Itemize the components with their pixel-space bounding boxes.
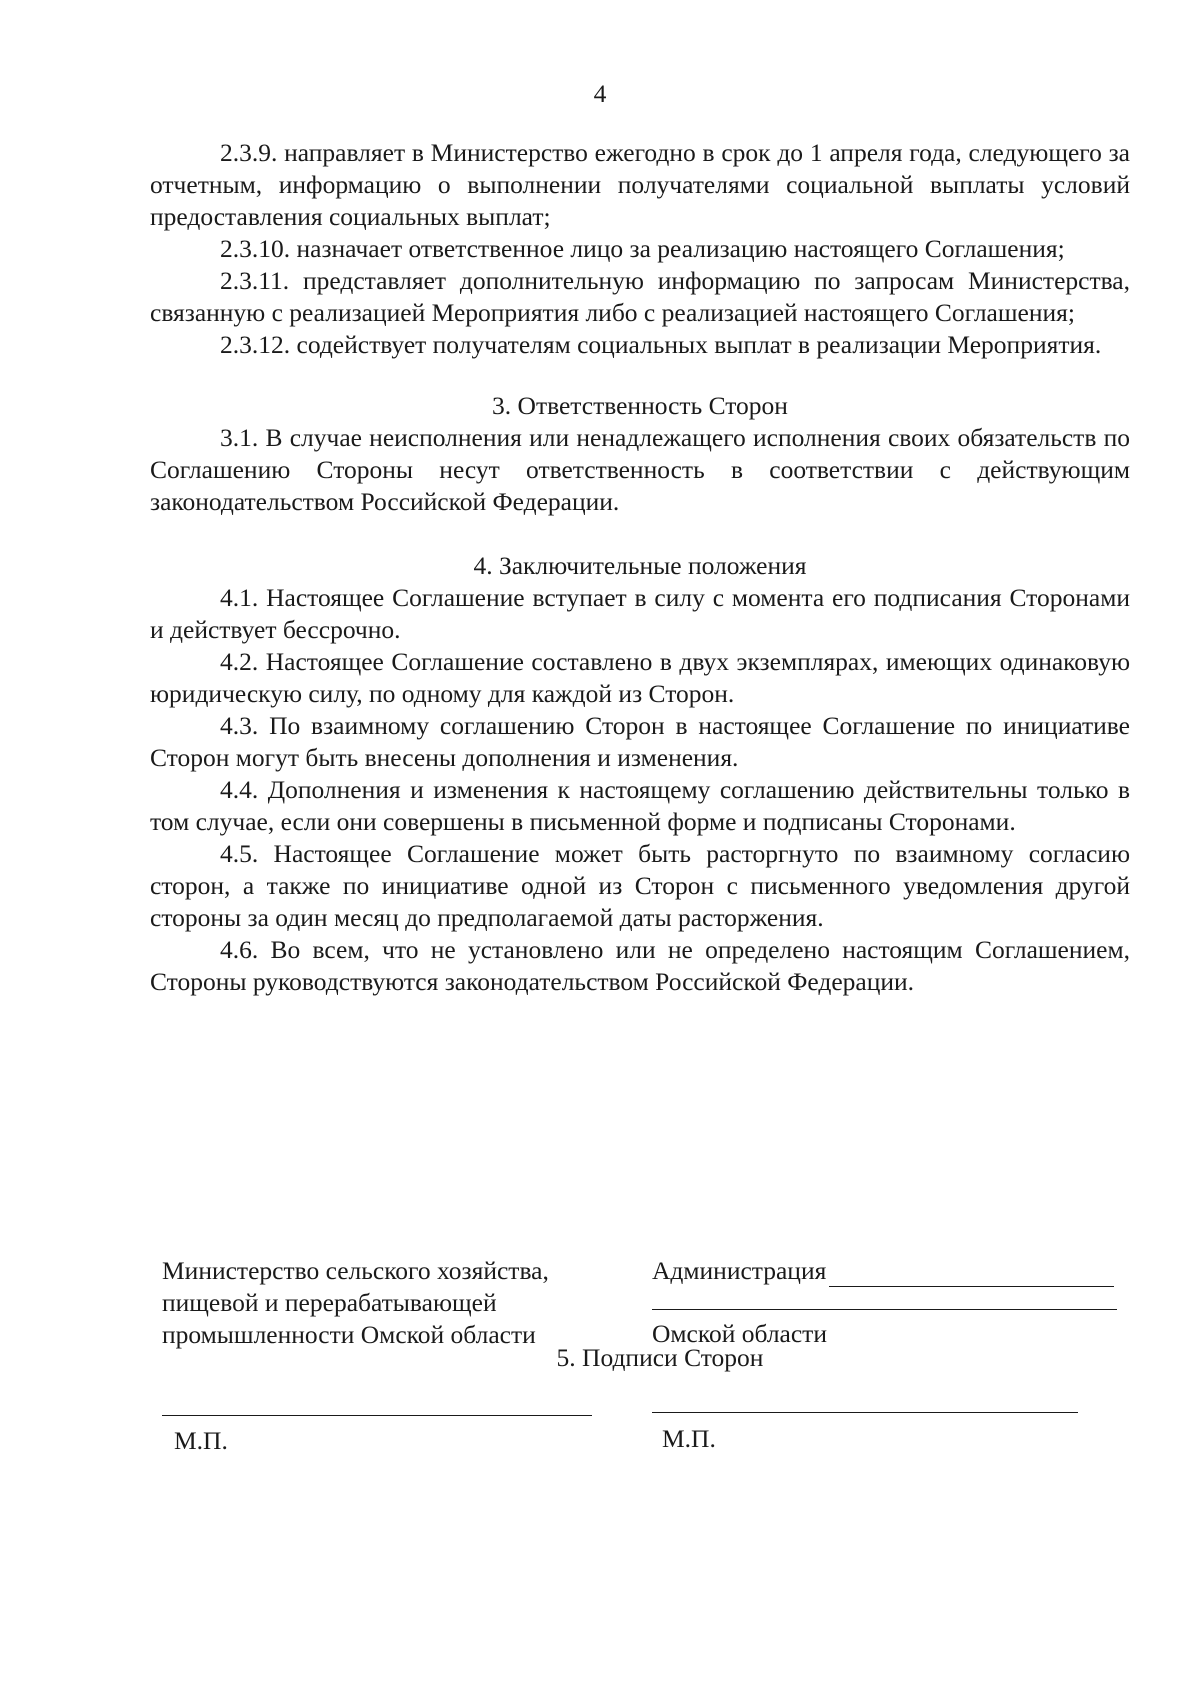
right-party (652, 1255, 1132, 1350)
left-party-line: промышленности Омской области (162, 1320, 536, 1349)
clause-3-1: 3.1. В случае неисполнения или ненадлежащего исполнения своих обязательств по Соглашению Стороны несут ответственность в соответствии с действующим законодательством Российской Федерации. (150, 423, 1130, 516)
left-party-line: Министерство сельского хозяйства, (162, 1256, 549, 1285)
clause-4-4: 4.4. Дополнения и изменения к настоящему соглашению действительны только в том случае, если они совершены в письменной форме и подписаны Сторонами. (150, 775, 1130, 836)
admin-label: Администрация (652, 1256, 827, 1285)
clause-2-3-11: 2.3.11. представляет дополнительную информацию по запросам Министерства, связанную с реализацией Мероприятия либо с реализацией настоящего Соглашения; (150, 266, 1130, 327)
clause-2-3-10: 2.3.10. назначает ответственное лицо за реализацию настоящего Соглашения; (220, 234, 1065, 263)
clause-2-3-12: 2.3.12. содействует получателям социальных выплат в реализации Мероприятия. (220, 330, 1102, 359)
clause-4-5: 4.5. Настоящее Соглашение может быть расторгнуто по взаимному согласию сторон, а также по инициативе одной из Сторон с письменного уведомления другой стороны за один месяц до предполагаемой даты расторжения. (150, 839, 1130, 932)
clause-4-6: 4.6. Во всем, что не установлено или не определено настоящим Соглашением, Стороны руководствуются законодательством Российской Федерации. (150, 935, 1130, 996)
left-stamp-mark: М.П. (174, 1426, 228, 1455)
document-body (150, 137, 1130, 998)
admin-row (652, 1255, 1132, 1287)
right-stamp-mark: М.П. (662, 1424, 716, 1453)
left-party (162, 1255, 612, 1351)
clause-4-1: 4.1. Настоящее Соглашение вступает в силу с момента его подписания Сторонами и действует бессрочно. (150, 583, 1130, 644)
admin-name-blank (829, 1262, 1114, 1287)
left-signature-line (162, 1415, 592, 1416)
admin-name-blank-2 (652, 1287, 1117, 1310)
section-4-heading: 4. Заключительные положения (473, 551, 807, 580)
admin-region: Омской области (652, 1319, 827, 1348)
clause-2-3-9: 2.3.9. направляет в Министерство ежегодно в срок до 1 апреля года, следующего за отчетным, информацию о выполнении получателями социальной выплаты условий предоставления социальных выплат; (150, 138, 1130, 231)
clause-4-2: 4.2. Настоящее Соглашение составлено в двух экземплярах, имеющих одинаковую юридическую силу, по одному для каждой из Сторон. (150, 647, 1130, 708)
signature-block (0, 1255, 1200, 1675)
section-3-heading: 3. Ответственность Сторон (492, 391, 788, 420)
left-party-line: пищевой и перерабатывающей (162, 1288, 497, 1317)
page-number: 4 (593, 79, 607, 108)
section-5-heading: 5. Подписи Сторон (556, 1343, 764, 1372)
clause-4-3: 4.3. По взаимному соглашению Сторон в настоящее Соглашение по инициативе Сторон могут быть внесены дополнения и изменения. (150, 711, 1130, 772)
right-signature-line (652, 1412, 1078, 1413)
